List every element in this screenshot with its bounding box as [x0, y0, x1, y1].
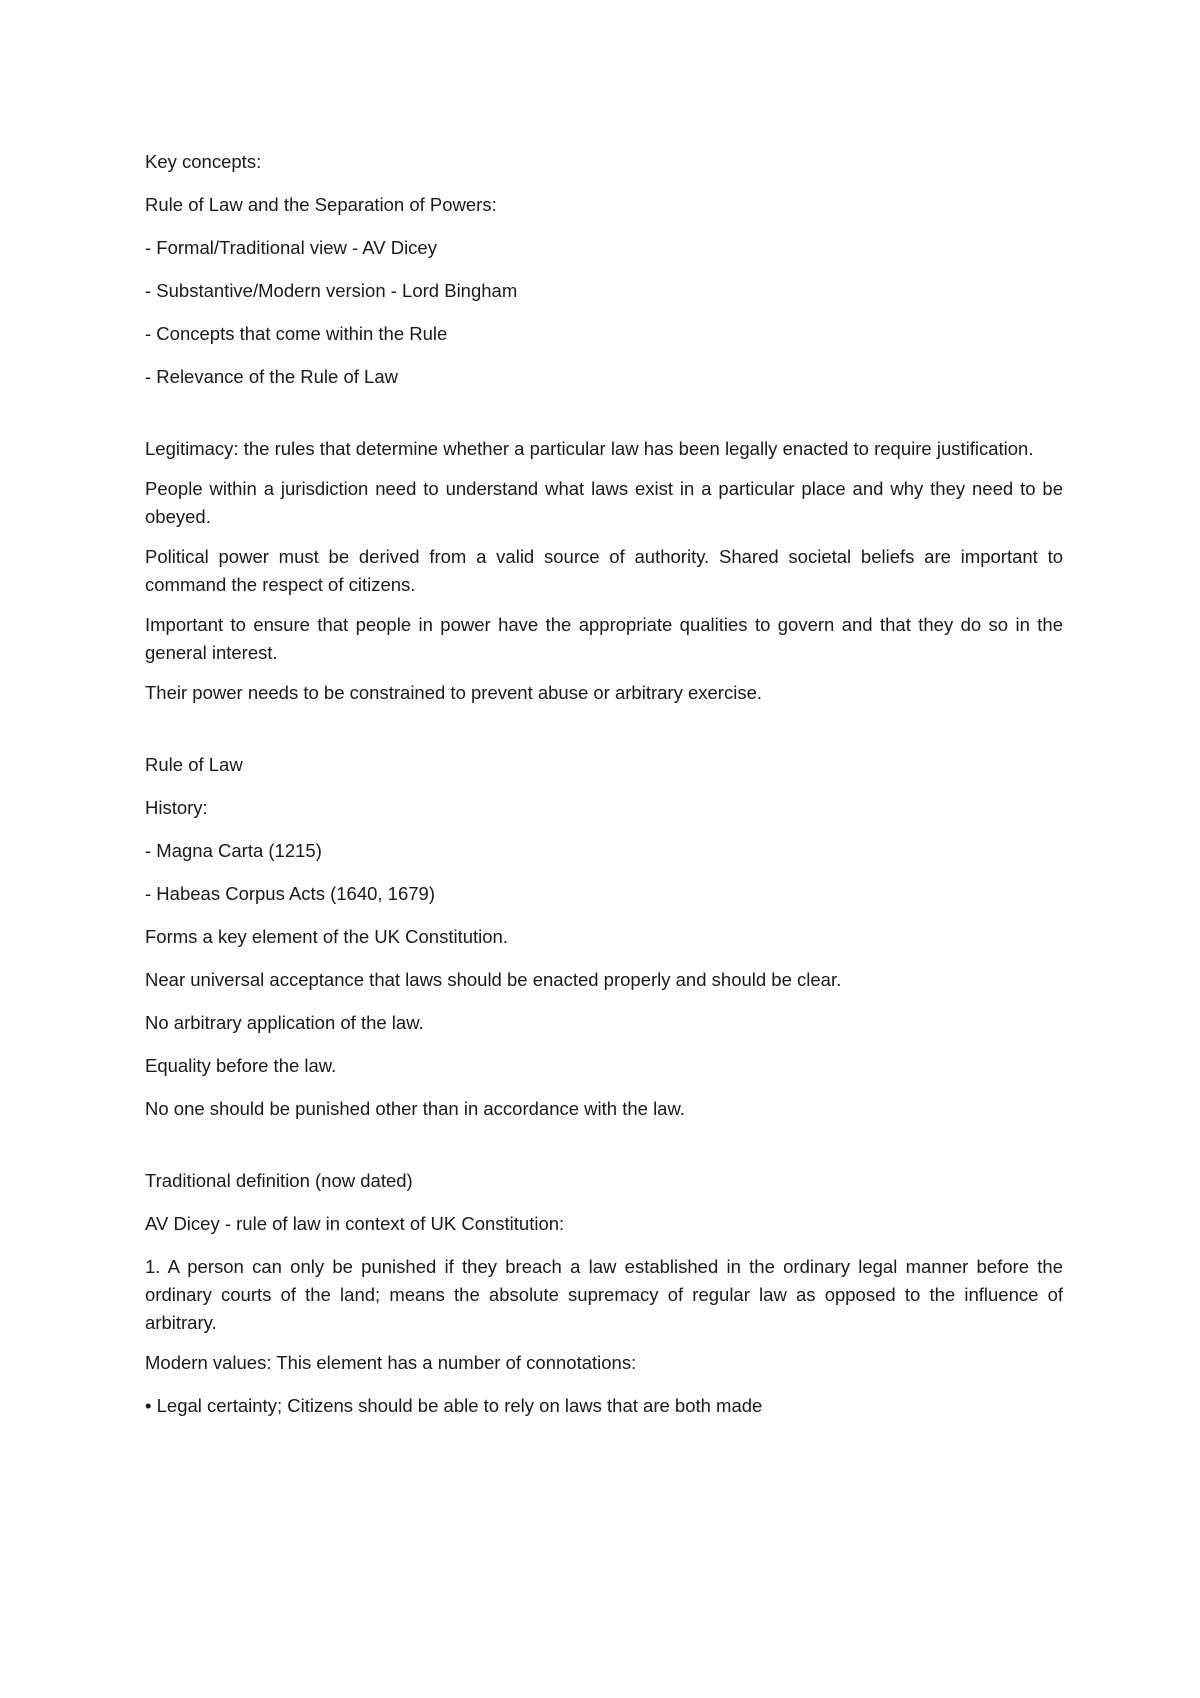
history-item-habeas-corpus: - Habeas Corpus Acts (1640, 1679)	[145, 883, 435, 904]
modern-values-line: Modern values: This element has a number of connotations:	[145, 1352, 637, 1373]
concept-item-formal-view: - Formal/Traditional view - AV Dicey	[145, 237, 437, 258]
concept-item-relevance: - Relevance of the Rule of Law	[145, 366, 398, 387]
dicey-point-1: 1. A person can only be punished if they breach a law established in the ordinary legal manner before the ordinary courts of the land; means the absolute supremacy of regular law as opposed to the influence of arbitrary.	[145, 1256, 1069, 1333]
legitimacy-paragraph: Legitimacy: the rules that determine whether a particular law has been legally enacted to require justification.	[145, 438, 1034, 459]
dicey-context-heading: AV Dicey - rule of law in context of UK Constitution:	[145, 1213, 565, 1234]
appropriate-qualities-paragraph: Important to ensure that people in power have the appropriate qualities to govern and that they do so in the general interest.	[145, 614, 1069, 663]
jurisdiction-paragraph: People within a jurisdiction need to understand what laws exist in a particular place and why they need to be obeyed.	[145, 478, 1069, 527]
rule-line-equality: Equality before the law.	[145, 1055, 337, 1076]
concept-item-concepts-within-rule: - Concepts that come within the Rule	[145, 323, 448, 344]
power-constrained-paragraph: Their power needs to be constrained to prevent abuse or arbitrary exercise.	[145, 682, 762, 703]
traditional-definition-heading: Traditional definition (now dated)	[145, 1170, 413, 1191]
rule-line-no-punishment: No one should be punished other than in accordance with the law.	[145, 1098, 685, 1119]
rule-line-no-arbitrary: No arbitrary application of the law.	[145, 1012, 424, 1033]
rule-of-law-separation-heading: Rule of Law and the Separation of Powers:	[145, 194, 497, 215]
rule-of-law-heading: Rule of Law	[145, 754, 243, 775]
document-body	[145, 148, 1069, 1420]
history-item-magna-carta: - Magna Carta (1215)	[145, 840, 322, 861]
rule-line-key-element: Forms a key element of the UK Constitution.	[145, 926, 508, 947]
rule-line-universal-acceptance: Near universal acceptance that laws should be enacted properly and should be clear.	[145, 969, 842, 990]
history-heading: History:	[145, 797, 208, 818]
political-power-paragraph: Political power must be derived from a valid source of authority. Shared societal beliefs are important to command the respect of citizens.	[145, 546, 1069, 595]
key-concepts-heading: Key concepts:	[145, 151, 262, 172]
concept-item-substantive-version: - Substantive/Modern version - Lord Bingham	[145, 280, 518, 301]
legal-certainty-bullet: • Legal certainty; Citizens should be able to rely on laws that are both made	[145, 1395, 763, 1416]
